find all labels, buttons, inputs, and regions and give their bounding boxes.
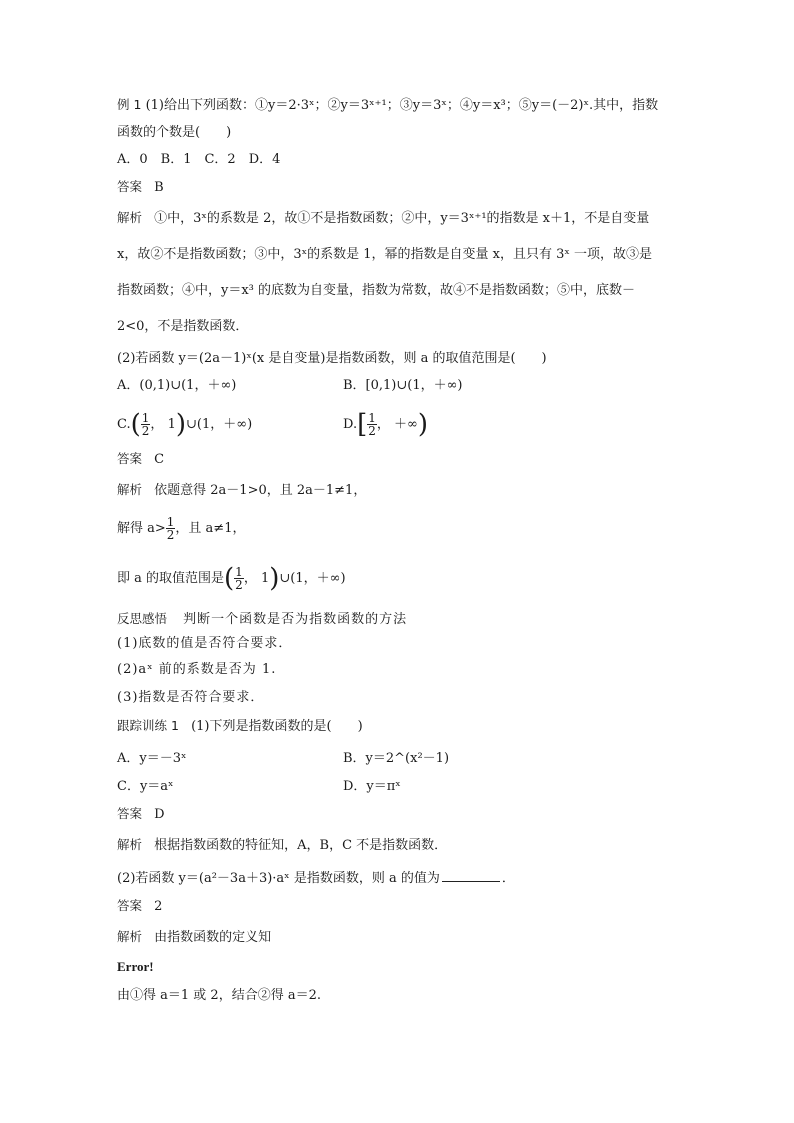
reflection-item3: (3)指数是否符合要求． [117,690,265,705]
fraction-half-2 [166,516,176,541]
q2-option-c-label: C. [117,417,131,432]
analysis1-text1: ①中，3ˣ的系数是 2，故①不是指数函数；②中，y＝3ˣ⁺¹的指数是 x＋1，不是自变量 [154,211,650,226]
analysis-label: 解析 [117,210,143,225]
practice1-label: 跟踪训练 1 [117,718,179,733]
analysis1-line1 [117,209,649,228]
practice1-options-row2 [117,778,577,796]
practice1-answer1-line [117,805,165,824]
answer1-line [117,178,164,197]
analysis1-line4: 2<0，不是指数函数． [117,319,249,334]
answer-label-3: 答案 [117,806,143,821]
answer-label-2: 答案 [117,451,143,466]
answer-blank [442,869,500,882]
answer1-value: B [154,180,164,195]
practice1-option-c: C．y＝aˣ [117,779,174,794]
practice1-options-row1 [117,750,577,768]
practice1-option-a: A．y＝－3ˣ [117,751,187,766]
reflection-title-line [117,610,407,629]
analysis2-text3-mid: 1 [260,571,270,586]
practice1-answer1: D [154,807,165,822]
q2-option-c-union: ∪(1，＋∞) [186,417,253,432]
practice1-q2-text: (2)若函数 y＝(a²－3a＋3)·aˣ 是指数函数，则 a 的值为 [117,871,440,886]
fraction-half-3 [234,566,244,591]
analysis1-line2: x，故②不是指数函数；③中，3ˣ的系数是 1，幂的指数是自变量 x，且只有 3ˣ 一项，故③是 [117,247,653,262]
analysis-label-4: 解析 [117,929,143,944]
answer2-value: C [154,452,165,467]
practice1-q2-line [117,869,515,888]
practice1-analysis2-line [117,928,271,947]
error-text: Error! [117,959,154,974]
example1-q1-options: A．0 B．1 C．2 D．4 [117,152,281,167]
q2-option-c-upper: 1 [167,417,176,432]
analysis2-text1: 依题意得 2a－1>0，且 2a－1≠1， [154,483,367,498]
practice1-analysis1: 根据指数函数的特征知，A，B，C 不是指数函数． [154,838,448,853]
frac-num-3: 1 [235,565,243,579]
example1-q2-options-row1 [117,377,577,395]
example1-line1 [117,96,658,115]
example1-label: 例 1 [117,97,142,112]
q2-option-d: D.[ $\frac{1}{2}$ ， ＋∞) [343,409,429,440]
fraction-half [141,412,151,437]
answer-label: 答案 [117,179,143,194]
analysis1-line3: 指数函数；④中，y＝x³ 的底数为自变量，指数为常数，故④不是指数函数；⑤中，底数－ [117,283,636,298]
practice1-option-d: D．y＝πˣ [343,779,401,794]
analysis2-text2-post: ，且 a≠1， [175,521,246,536]
frac-den-2: 2 [166,528,175,542]
answer-label-4: 答案 [117,898,143,913]
q2-option-d-upper: ＋∞ [394,417,418,432]
practice1-analysis2: 由指数函数的定义知 [154,930,272,945]
analysis2-text3-pre: 即 a 的取值范围是 [117,571,225,586]
q2-option-b: B．[0,1)∪(1，＋∞) [343,378,463,393]
frac-num-d: 1 [368,411,376,425]
practice1-q1: (1)下列是指数函数的是( ) [191,719,363,734]
reflection-item1: (1)底数的值是否符合要求． [117,636,293,651]
q2-option-d-label: D. [343,417,358,432]
practice1-q2-end: ． [501,871,515,886]
practice1-answer2: 2 [154,899,163,914]
practice1-analysis1-line [117,836,447,855]
analysis-label-2: 解析 [117,482,143,497]
q2-option-a: A．(0,1)∪(1，＋∞) [117,378,237,393]
practice1-conclusion: 由①得 a＝1 或 2，结合②得 a＝2. [117,988,321,1003]
frac-num-2: 1 [166,515,175,529]
example1-q1-line2: 函数的个数是( ) [117,125,232,140]
reflection-item2: (2)aˣ 前的系数是否为 1. [117,662,277,677]
fraction-half-d [367,412,377,437]
analysis2-text3-post: ∪(1，＋∞) [279,571,346,586]
frac-num: 1 [141,411,150,425]
frac-den-3: 2 [235,578,243,592]
analysis2-text2-pre: 解得 a> [117,521,166,536]
example1-q2-options-row2 [117,409,577,440]
frac-den-d: 2 [368,424,376,438]
reflection-title: 反思感悟 [117,611,168,626]
answer2-line [117,450,164,469]
analysis-label-3: 解析 [117,837,143,852]
practice1-option-b: B．y＝2^(x²－1) [343,751,450,766]
example1-q1-text: (1)给出下列函数：①y＝2·3ˣ；②y＝3ˣ⁺¹；③y＝3ˣ；④y＝x³；⑤y＝(－2)ˣ.其中，指数 [145,98,659,113]
practice1-answer2-line [117,897,162,916]
analysis2-line3: 即 a 的取值范围是( $\frac{1}{2}$ ， 1)∪(1，＋∞) [117,563,346,594]
analysis2-line2 [117,516,245,546]
example1-q2-line: (2)若函数 y＝(2a－1)ˣ(x 是自变量)是指数函数，则 a 的取值范围是( ) [117,351,547,366]
analysis2-line1 [117,481,366,500]
practice1-line [117,717,363,736]
q2-option-c: C.( $\frac{1}{2}$ ， 1)∪(1，＋∞) [117,409,253,440]
frac-den: 2 [141,424,150,438]
reflection-subtitle: 判断一个函数是否为指数函数的方法 [183,612,408,627]
